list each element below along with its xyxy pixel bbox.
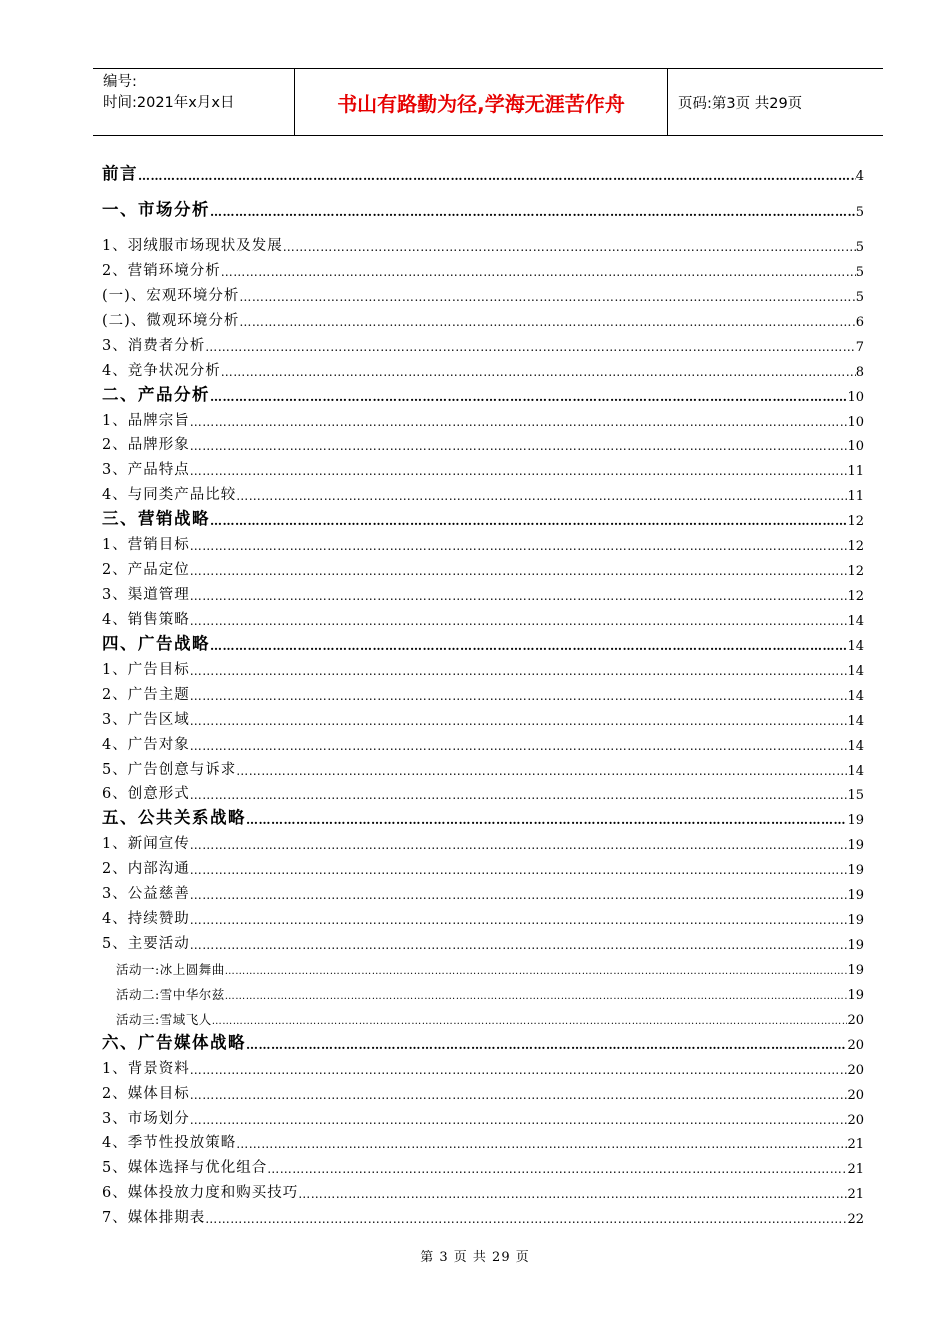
- toc-entry-page: 20: [847, 1112, 864, 1128]
- toc-entry-page: 19: [847, 987, 864, 1003]
- toc-leader-dots: [190, 415, 848, 430]
- toc-entry-title: 4、与同类产品比较: [102, 487, 237, 504]
- toc-entry-page: 10: [847, 414, 864, 430]
- toc-entry[interactable]: [102, 929, 864, 953]
- toc-entry[interactable]: [102, 381, 864, 405]
- toc-entry-title: 6、创意形式: [102, 786, 190, 803]
- toc-entry-title: 3、广告区域: [102, 711, 190, 728]
- toc-entry-title: 活动一:冰上圆舞曲: [116, 961, 225, 977]
- toc-entry-page: 7: [855, 339, 864, 355]
- toc-leader-dots: [190, 439, 848, 454]
- toc-entry-page: 20: [847, 1037, 864, 1053]
- toc-entry-title: 1、广告目标: [102, 661, 190, 678]
- toc-entry[interactable]: [102, 1128, 864, 1152]
- toc-entry-page: 21: [847, 1137, 864, 1153]
- toc-leader-dots: [190, 714, 848, 729]
- toc-entry-title: 活动三:雪域飞人: [116, 1011, 212, 1027]
- toc-entry-page: 14: [847, 713, 864, 729]
- toc-leader-dots: [221, 365, 856, 380]
- toc-leader-dots: [221, 265, 856, 280]
- toc-entry-title: 3、渠道管理: [102, 587, 190, 604]
- toc-leader-dots: [190, 464, 848, 479]
- toc-entry-page: 11: [847, 464, 864, 480]
- toc-leader-dots: [239, 315, 855, 330]
- toc-entry[interactable]: [102, 430, 864, 454]
- header-page-number: 页码:第3页 共29页: [678, 95, 803, 112]
- toc-entry-page: 20: [847, 1012, 864, 1028]
- toc-entry[interactable]: [102, 1029, 864, 1053]
- toc-leader-dots: [138, 169, 856, 184]
- toc-entry-title: 五、公共关系战略: [102, 808, 246, 828]
- toc-entry-page: 14: [847, 688, 864, 704]
- document-number-label: 编号:: [103, 74, 137, 90]
- toc-entry[interactable]: [102, 705, 864, 729]
- toc-entry-title: (一)、宏观环境分析: [102, 287, 240, 304]
- toc-entry-page: 19: [847, 913, 864, 929]
- toc-entry-title: 4、季节性投放策略: [102, 1135, 237, 1152]
- toc-entry[interactable]: [102, 1203, 864, 1227]
- toc-entry-title: 2、营销环境分析: [102, 262, 221, 279]
- toc-entry[interactable]: [102, 1153, 864, 1177]
- toc-entry-title: 二、产品分析: [102, 384, 210, 404]
- toc-entry-title: 1、营销目标: [102, 537, 190, 554]
- toc-entry[interactable]: [102, 1054, 864, 1078]
- toc-leader-dots: [190, 1113, 848, 1128]
- toc-entry[interactable]: [102, 680, 864, 704]
- toc-leader-dots: [236, 764, 847, 779]
- toc-entry-page: 10: [847, 389, 864, 405]
- toc-entry[interactable]: [102, 1004, 864, 1028]
- page-header: [93, 68, 883, 136]
- toc-entry-title: 3、市场划分: [102, 1110, 190, 1127]
- toc-entry[interactable]: [102, 455, 864, 479]
- toc-entry[interactable]: [102, 779, 864, 803]
- toc-entry[interactable]: [102, 1178, 864, 1202]
- toc-leader-dots: [246, 813, 847, 828]
- toc-entry-page: 12: [847, 539, 864, 555]
- toc-entry[interactable]: [102, 755, 864, 779]
- toc-entry-page: 12: [847, 514, 864, 530]
- toc-entry-page: 21: [847, 1187, 864, 1203]
- toc-entry-page: 19: [847, 863, 864, 879]
- toc-entry[interactable]: [102, 331, 864, 355]
- toc-entry[interactable]: [102, 555, 864, 579]
- toc-entry-page: 12: [847, 564, 864, 580]
- toc-entry-page: 6: [855, 314, 864, 330]
- toc-entry-title: 1、品牌宗旨: [102, 412, 190, 429]
- toc-entry-page: 14: [847, 638, 864, 654]
- toc-leader-dots: [190, 564, 848, 579]
- toc-entry-title: 4、广告对象: [102, 736, 190, 753]
- toc-entry-page: 5: [855, 205, 864, 220]
- header-meta: [93, 69, 295, 135]
- toc-entry-page: 8: [855, 364, 864, 380]
- toc-leader-dots: [236, 1137, 847, 1152]
- toc-entry-title: 7、媒体排期表: [102, 1210, 206, 1227]
- toc-leader-dots: [190, 1088, 848, 1103]
- toc-entry-page: 19: [847, 813, 864, 829]
- toc-entry[interactable]: [102, 1079, 864, 1103]
- toc-entry-page: 14: [847, 613, 864, 629]
- header-motto: 书山有路勤为径,学海无涯苦作舟: [295, 69, 668, 135]
- toc-entry-title: 四、广告战略: [102, 633, 210, 653]
- toc-entry-title: 前言: [102, 164, 138, 183]
- toc-entry-page: 4: [855, 169, 864, 184]
- toc-entry[interactable]: [102, 879, 864, 903]
- toc-leader-dots: [190, 938, 848, 953]
- toc-leader-dots: [210, 205, 856, 220]
- toc-leader-dots: [246, 1038, 847, 1053]
- toc-entry-title: 三、营销战略: [102, 509, 210, 529]
- toc-leader-dots: [225, 966, 848, 978]
- toc-entry-page: 10: [847, 439, 864, 455]
- toc-entry-title: 6、媒体投放力度和购买技巧: [102, 1185, 299, 1202]
- toc-leader-dots: [190, 739, 848, 754]
- toc-leader-dots: [267, 1162, 847, 1177]
- toc-leader-dots: [236, 489, 847, 504]
- toc-entry[interactable]: [102, 306, 864, 330]
- toc-entry-page: 12: [847, 589, 864, 605]
- toc-entry[interactable]: [102, 196, 864, 220]
- toc-entry-page: 19: [847, 962, 864, 978]
- toc-leader-dots: [210, 390, 847, 405]
- toc-leader-dots: [298, 1187, 847, 1202]
- toc-leader-dots: [190, 614, 848, 629]
- toc-entry-page: 14: [847, 663, 864, 679]
- toc-entry-title: (二)、微观环境分析: [102, 312, 240, 329]
- toc-entry-title: 2、品牌形象: [102, 437, 190, 454]
- toc-entry[interactable]: [102, 655, 864, 679]
- toc-entry-page: 22: [847, 1212, 864, 1228]
- toc-leader-dots: [190, 838, 848, 853]
- toc-leader-dots: [205, 1212, 847, 1227]
- toc-entry-page: 19: [847, 888, 864, 904]
- toc-leader-dots: [225, 991, 848, 1003]
- document-time-label: 时间:2021年x月x日: [103, 95, 235, 111]
- toc-entry-title: 1、羽绒服市场现状及发展: [102, 238, 283, 254]
- toc-entry[interactable]: [102, 406, 864, 430]
- toc-entry[interactable]: [102, 281, 864, 305]
- toc-entry[interactable]: [102, 730, 864, 754]
- toc-entry[interactable]: [102, 954, 864, 978]
- toc-entry-title: 3、消费者分析: [102, 337, 206, 354]
- toc-entry-title: 2、媒体目标: [102, 1085, 190, 1102]
- toc-entry-title: 4、竞争状况分析: [102, 362, 221, 379]
- toc-entry[interactable]: [102, 580, 864, 604]
- toc-entry-page: 15: [847, 788, 864, 804]
- toc-leader-dots: [190, 664, 848, 679]
- toc-leader-dots: [283, 240, 856, 255]
- toc-entry[interactable]: [102, 530, 864, 554]
- page-footer: 第 3 页 共 29 页: [420, 1250, 530, 1265]
- toc-entry[interactable]: [102, 256, 864, 280]
- toc-entry-title: 六、广告媒体战略: [102, 1032, 246, 1052]
- toc-entry-title: 活动二:雪中华尔兹: [116, 986, 225, 1002]
- toc-entry-page: 5: [855, 289, 864, 305]
- toc-leader-dots: [190, 1063, 848, 1078]
- toc-entry[interactable]: [102, 505, 864, 529]
- toc-entry-title: 1、新闻宣传: [102, 836, 190, 853]
- toc-entry-page: 19: [847, 938, 864, 954]
- toc-leader-dots: [239, 290, 855, 305]
- toc-entry-title: 2、广告主题: [102, 686, 190, 703]
- toc-entry-page: 11: [847, 489, 864, 505]
- toc-entry-page: 20: [847, 1062, 864, 1078]
- toc-entry-page: 21: [847, 1162, 864, 1178]
- toc-leader-dots: [190, 888, 848, 903]
- toc-entry[interactable]: [102, 605, 864, 629]
- toc-leader-dots: [212, 1016, 848, 1028]
- toc-entry-page: 5: [855, 264, 864, 280]
- toc-entry-page: 19: [847, 838, 864, 854]
- toc-entry[interactable]: [102, 356, 864, 380]
- toc-entry-title: 5、媒体选择与优化组合: [102, 1160, 268, 1177]
- toc-entry[interactable]: [102, 829, 864, 853]
- toc-entry-title: 2、产品定位: [102, 562, 190, 579]
- toc-leader-dots: [190, 689, 848, 704]
- toc-entry-title: 5、主要活动: [102, 936, 190, 953]
- toc-leader-dots: [190, 863, 848, 878]
- toc-leader-dots: [190, 788, 848, 803]
- toc-entry-title: 4、持续赞助: [102, 911, 190, 928]
- toc-entry[interactable]: [102, 1104, 864, 1128]
- toc-entry-title: 3、产品特点: [102, 462, 190, 479]
- toc-leader-dots: [190, 913, 848, 928]
- toc-entry[interactable]: [102, 854, 864, 878]
- toc-entry-page: 5: [855, 240, 864, 255]
- toc-entry-title: 4、销售策略: [102, 611, 190, 628]
- toc-leader-dots: [210, 639, 847, 654]
- toc-leader-dots: [205, 340, 855, 355]
- toc-entry[interactable]: [102, 630, 864, 654]
- toc-entry[interactable]: [102, 231, 864, 255]
- toc-entry[interactable]: [102, 979, 864, 1003]
- toc-entry-title: 一、市场分析: [102, 200, 210, 219]
- toc-entry-title: 5、广告创意与诉求: [102, 761, 237, 778]
- toc-entry-title: 2、内部沟通: [102, 861, 190, 878]
- toc-entry[interactable]: [102, 804, 864, 828]
- toc-entry-page: 14: [847, 738, 864, 754]
- toc-entry[interactable]: [102, 480, 864, 504]
- toc-leader-dots: [210, 514, 847, 529]
- toc-entry-page: 20: [847, 1087, 864, 1103]
- toc-entry-title: 1、背景资料: [102, 1060, 190, 1077]
- toc-entry[interactable]: [102, 904, 864, 928]
- toc-entry[interactable]: [102, 160, 864, 184]
- toc-leader-dots: [190, 589, 848, 604]
- toc-leader-dots: [190, 539, 848, 554]
- toc-entry-title: 3、公益慈善: [102, 886, 190, 903]
- toc-entry-page: 14: [847, 763, 864, 779]
